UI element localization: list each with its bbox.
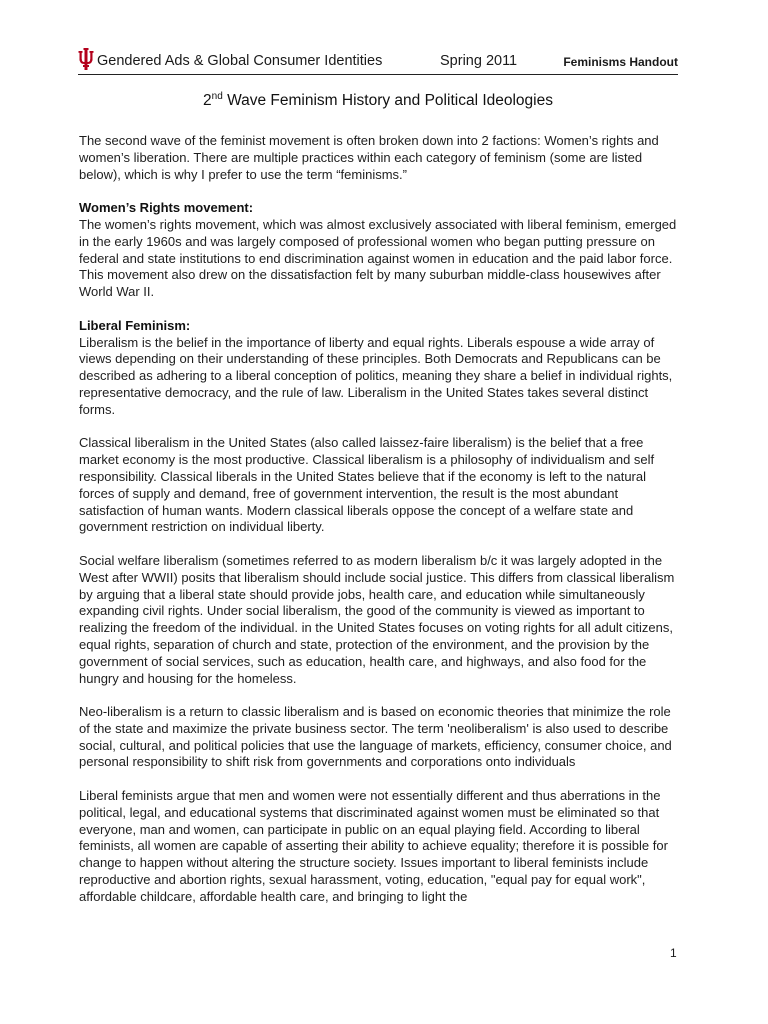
page-number: 1 — [670, 946, 677, 960]
social-welfare-liberalism-paragraph: Social welfare liberalism (sometimes referred to as modern liberalism b/c it was largely adopted in the West after WWII) posits that liberalism should include social justice. This differs from classical liberalism by arguing that a liberal state should provide jobs, health care, and education while simultaneously expanding civil rights. Under social liberalism, the good of the community is viewed as important to realizing the freedom of the individual. in the United States focuses on voting rights for all adult citizens, equal rights, separation of church and state, protection of the environment, and the provision by the government of social services, such as education, health care, and highways, and also food for the hungry and housing for the homeless. — [79, 552, 675, 686]
neo-liberalism-paragraph: Neo-liberalism is a return to classic liberalism and is based on economic theories that minimize the role of the state and maximize the private business sector. The term 'neoliberalism' is also used to describe social, cultural, and political policies that use the language of markets, efficiency, consumer choice, and personal responsibility to shift risk from governments and corporations onto individuals — [79, 704, 672, 770]
handout-label: Feminisms Handout — [563, 55, 678, 69]
section-heading-womens-rights: Women’s Rights movement: — [79, 200, 254, 216]
iu-trident-icon — [78, 48, 94, 70]
title-ordinal-suffix: nd — [211, 91, 223, 102]
womens-rights-paragraph: The women’s rights movement, which was almost exclusively associated with liberal feminism, emerged in the early 1960s and was largely composed of professional women who began putting pressure on federal and state institutions to end discrimination against women in education and the paid labor force. This movement also drew on the dissatisfaction felt by many suburban middle-class housewives after World War II. — [79, 216, 677, 300]
term-label: Spring 2011 — [440, 53, 518, 69]
document-title — [78, 92, 678, 110]
page-header — [78, 48, 678, 75]
intro-paragraph: The second wave of the feminist movement is often broken down into 2 factions: Women’s rights and women’s liberation. There are multiple practices within each category of feminism (some are listed below), which is why I prefer to use the term “feminisms.” — [79, 133, 659, 182]
course-title: Gendered Ads & Global Consumer Identities — [97, 53, 383, 69]
document-body — [79, 133, 679, 922]
title-text: Wave Feminism History and Political Ideologies — [222, 92, 553, 109]
liberalism-paragraph: Liberalism is the belief in the importance of liberty and equal rights. Liberals espouse a wide array of views depending on their understanding of these principles. Both Democrats and Republicans can be described as adhering to a liberal conception of politics, meaning they share a belief in individual rights, representative democracy, and the rule of law. Liberalism in the United States takes several distinct forms. — [79, 334, 673, 417]
liberal-feminists-paragraph: Liberal feminists argue that men and women were not essentially different and thus aberrations in the political, legal, and educational systems that discriminated against women must be eliminated so that everyone, man and women, can participate in public on an equal playing field. According to liberal feminists, all women are capable of asserting their ability to achieve equality; therefore it is possible for change to happen without altering the structure society. Issues important to liberal feminists include reproductive and abortion rights, sexual harassment, voting, education, "equal pay for equal work", affordable childcare, affordable health care, and bringing to light the — [79, 788, 668, 904]
title-ordinal: 2 — [203, 92, 212, 109]
section-heading-liberal-feminism: Liberal Feminism: — [79, 317, 191, 333]
classical-liberalism-paragraph: Classical liberalism in the United States (also called laissez-faire liberalism) is the belief that a free market economy is the most productive. Classical liberalism is a philosophy of individualism and self responsibility. Classical liberals in the United States believe that if the economy is left to the natural forces of supply and demand, free of government intervention, the result is the most abundant satisfaction of human wants. Modern classical liberals oppose the concept of a welfare state and government restriction on individual liberty. — [79, 435, 655, 535]
